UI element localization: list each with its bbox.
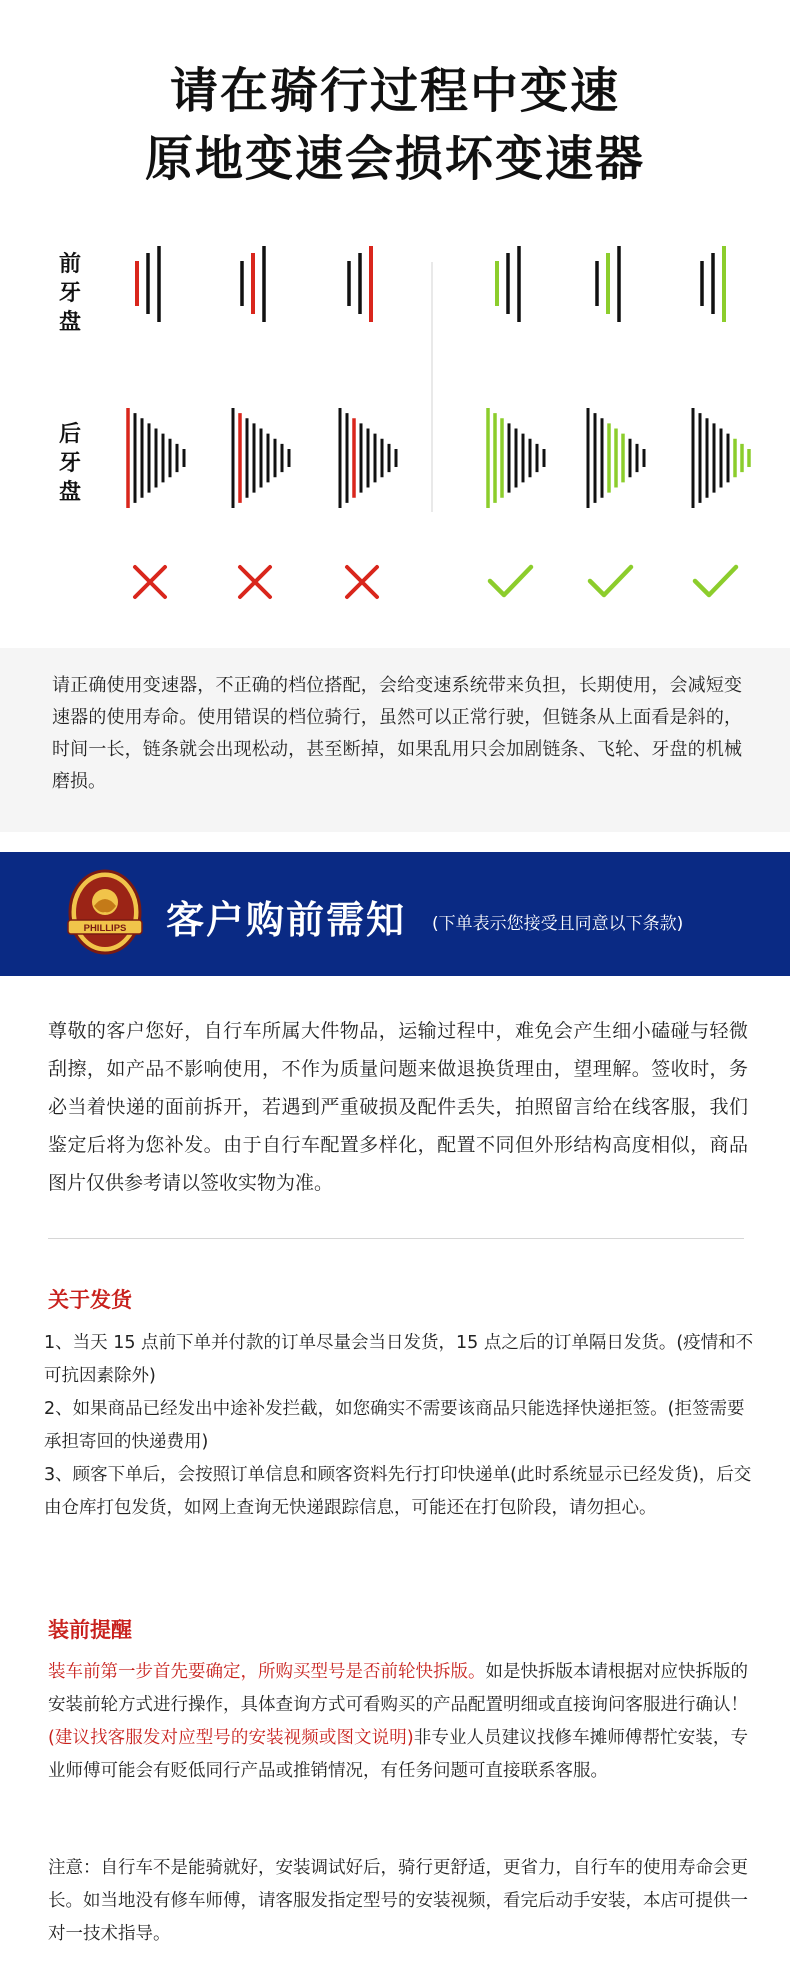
headline-line-1: 请在骑行过程中变速 xyxy=(169,63,620,119)
cross-icon xyxy=(347,567,377,597)
pre-install-text-2: 非专业人员建议找修车摊师傅帮忙安装，专业师傅可能会有贬低同行产品或推销情况，有任务问题可直接联系客服。 xyxy=(48,1728,748,1781)
headline-line-2: 原地变速会损坏变速器 xyxy=(144,131,645,187)
shipping-list xyxy=(44,1327,754,1525)
cross-icon xyxy=(240,567,270,597)
shipping-item-2: 2、如果商品已经发出中途补发拦截，如您确实不需要该商品只能选择快递拒签。(拒签需要承担寄回的快递费用) xyxy=(44,1399,745,1452)
phillips-logo-icon xyxy=(66,868,144,958)
banner-title: 客户购前需知 xyxy=(166,898,407,942)
purchase-notice-banner xyxy=(0,852,790,976)
pre-install-red-2: (建议找客服发对应型号的安装视频或图文说明) xyxy=(48,1728,414,1748)
logo-text: PHILLIPS xyxy=(83,923,127,934)
pre-install-text xyxy=(48,1656,748,1788)
shipping-heading: 关于发货 xyxy=(48,1288,132,1312)
pre-install-heading: 装前提醒 xyxy=(48,1618,132,1642)
rear-cassette-label: 后牙盘 xyxy=(58,422,81,505)
shipping-item-1: 1、当天 15 点前下单并付款的订单尽量会当日发货，15 点之后的订单隔日发货。(疫情和不可抗因素除外) xyxy=(44,1333,754,1386)
check-icon xyxy=(490,567,531,595)
shipping-item-3: 3、顾客下单后，会按照订单信息和顾客资料先行打印快递单(此时系统显示已经发货)，后交由仓库打包发货，如网上查询无快递跟踪信息，可能还在打包阶段，请勿担心。 xyxy=(44,1465,752,1518)
customer-notice-text: 尊敬的客户您好，自行车所属大件物品，运输过程中，难免会产生细小磕碰与轻微刮擦，如产品不影响使用，不作为质量问题来做退换货理由，望理解。签收时，务必当着快递的面前拆开，若遇到严重破损及配件丢失，拍照留言给在线客服，我们鉴定后将为您补发。由于自行车配置多样化，配置不同但外形结构高度相似，商品图片仅供参考请以签收实物为准。 xyxy=(48,1020,748,1194)
front-chainring-label: 前牙盘 xyxy=(58,252,81,335)
intro-panel xyxy=(0,648,790,832)
section-divider xyxy=(48,1238,744,1239)
intro-text: 请正确使用变速器，不正确的档位搭配，会给变速系统带来负担，长期使用，会减短变速器的使用寿命。使用错误的档位骑行，虽然可以正常行驶，但链条从上面看是斜的，时间一长，链条就会出现松动，甚至断掉，如果乱用只会加剧链条、飞轮、牙盘的机械磨损。 xyxy=(52,675,742,792)
check-icon xyxy=(695,567,736,595)
pre-install-red-1: 装车前第一步首先要确定，所购买型号是否前轮快拆版。 xyxy=(48,1662,486,1682)
check-icon xyxy=(590,567,631,595)
cross-icon xyxy=(135,567,165,597)
banner-subtitle: (下单表示您接受且同意以下条款) xyxy=(432,914,684,934)
install-note-text: 注意：自行车不是能骑就好，安装调试好后，骑行更舒适，更省力，自行车的使用寿命会更长。如当地没有修车师傅，请客服发指定型号的安装视频，看完后动手安装，本店可提供一对一技术指导。 xyxy=(48,1858,748,1944)
pre-install-text-1: 如是快拆版本请根据对应快拆版的安装前轮方式进行操作，具体查询方式可看购买的产品配置明细或直接询问客服进行确认！ xyxy=(48,1662,748,1715)
gear-combination-diagram xyxy=(0,240,790,610)
